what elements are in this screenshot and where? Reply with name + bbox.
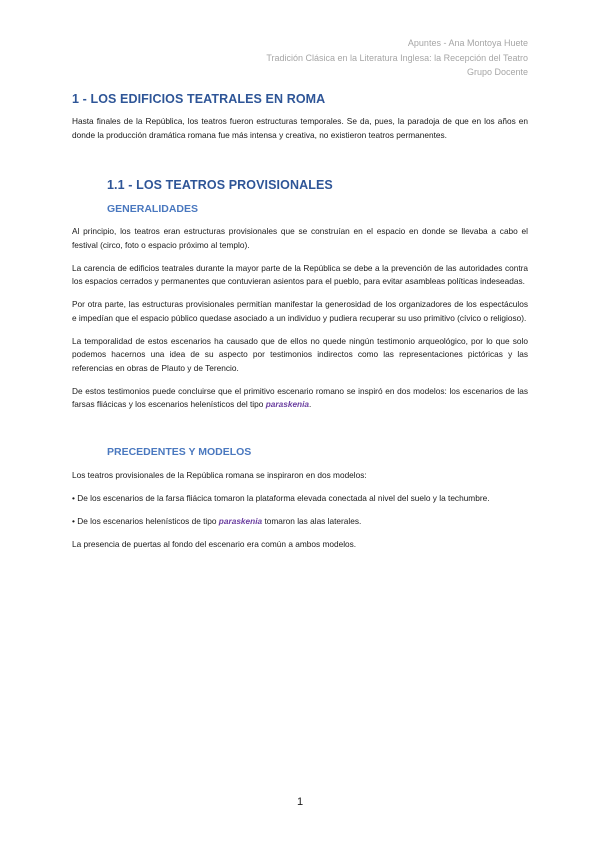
section-title: 1 - LOS EDIFICIOS TEATRALES EN ROMA — [72, 92, 326, 106]
header-course: Tradición Clásica en la Literatura Inglesa: la Recepción del Teatro — [266, 52, 528, 63]
paragraph: La presencia de puertas al fondo del escenario era común a ambos modelos. — [72, 538, 357, 549]
section-intro: Hasta finales de la República, los teatros fueron estructuras temporales. Se da, pues, la paradoja de que en los años en donde la producción dramática romana fue más intensa y creativa, no existieron teatros permanentes. — [72, 116, 528, 140]
header-author: Apuntes - Ana Montoya Huete — [407, 38, 528, 48]
bullet-item: • De los escenarios de la farsa fliácica tomaron la plataforma elevada conectada al nivel del suelo y la techumbre. — [72, 492, 490, 503]
term-paraskenia: paraskenia — [265, 399, 310, 409]
header-group: Grupo Docente — [466, 67, 528, 77]
page-number: 1 — [296, 796, 304, 808]
bullet-item: • De los escenarios helenísticos de tipo paraskenia tomaron las alas laterales. — [72, 515, 362, 526]
paragraph: De estos testimonios puede concluirse que el primitivo escenario romano se inspiró en dos modelos: los escenarios de las farsas fliácicas y los escenarios helenísticos del tipo paraskenia. — [72, 385, 528, 409]
term-paraskenia: paraskenia — [218, 515, 263, 526]
paragraph: Los teatros provisionales de la República romana se inspiraron en dos modelos: — [72, 469, 367, 480]
paragraph: La carencia de edificios teatrales durante la mayor parte de la República se debe a la prevención de las autoridades contra los espacios cerrados y permanentes que contuvieran asientos para el pueblo, para evitar asambleas políticas indeseadas. — [72, 262, 528, 286]
page-header — [266, 36, 528, 80]
document-body — [72, 92, 528, 561]
subsection-title: 1.1 - LOS TEATROS PROVISIONALES — [107, 178, 333, 192]
paragraph: La temporalidad de estos escenarios ha causado que de ellos no quede ningún testimonio arqueológico, por lo que solo podemos hacernos una idea de su aspecto por testimonios indirectos como las representaciones pictóricas y las referencias en obras de Plauto y de Terencio. — [72, 335, 528, 373]
heading-generalidades: GENERALIDADES — [107, 203, 199, 215]
paragraph: Por otra parte, las estructuras provisionales permitían manifestar la generosidad de los organizadores de los espectáculos e impedían que el espacio público quedase asociado a un individuo y pudiera recuperar su uso primitivo (cívico o religioso). — [72, 299, 528, 323]
heading-precedentes: PRECEDENTES Y MODELOS — [107, 445, 252, 458]
paragraph: Al principio, los teatros eran estructuras provisionales que se construían en el espacio en donde se llevaba a cabo el festival (circo, foto o espacio próximo al templo). — [72, 226, 528, 250]
